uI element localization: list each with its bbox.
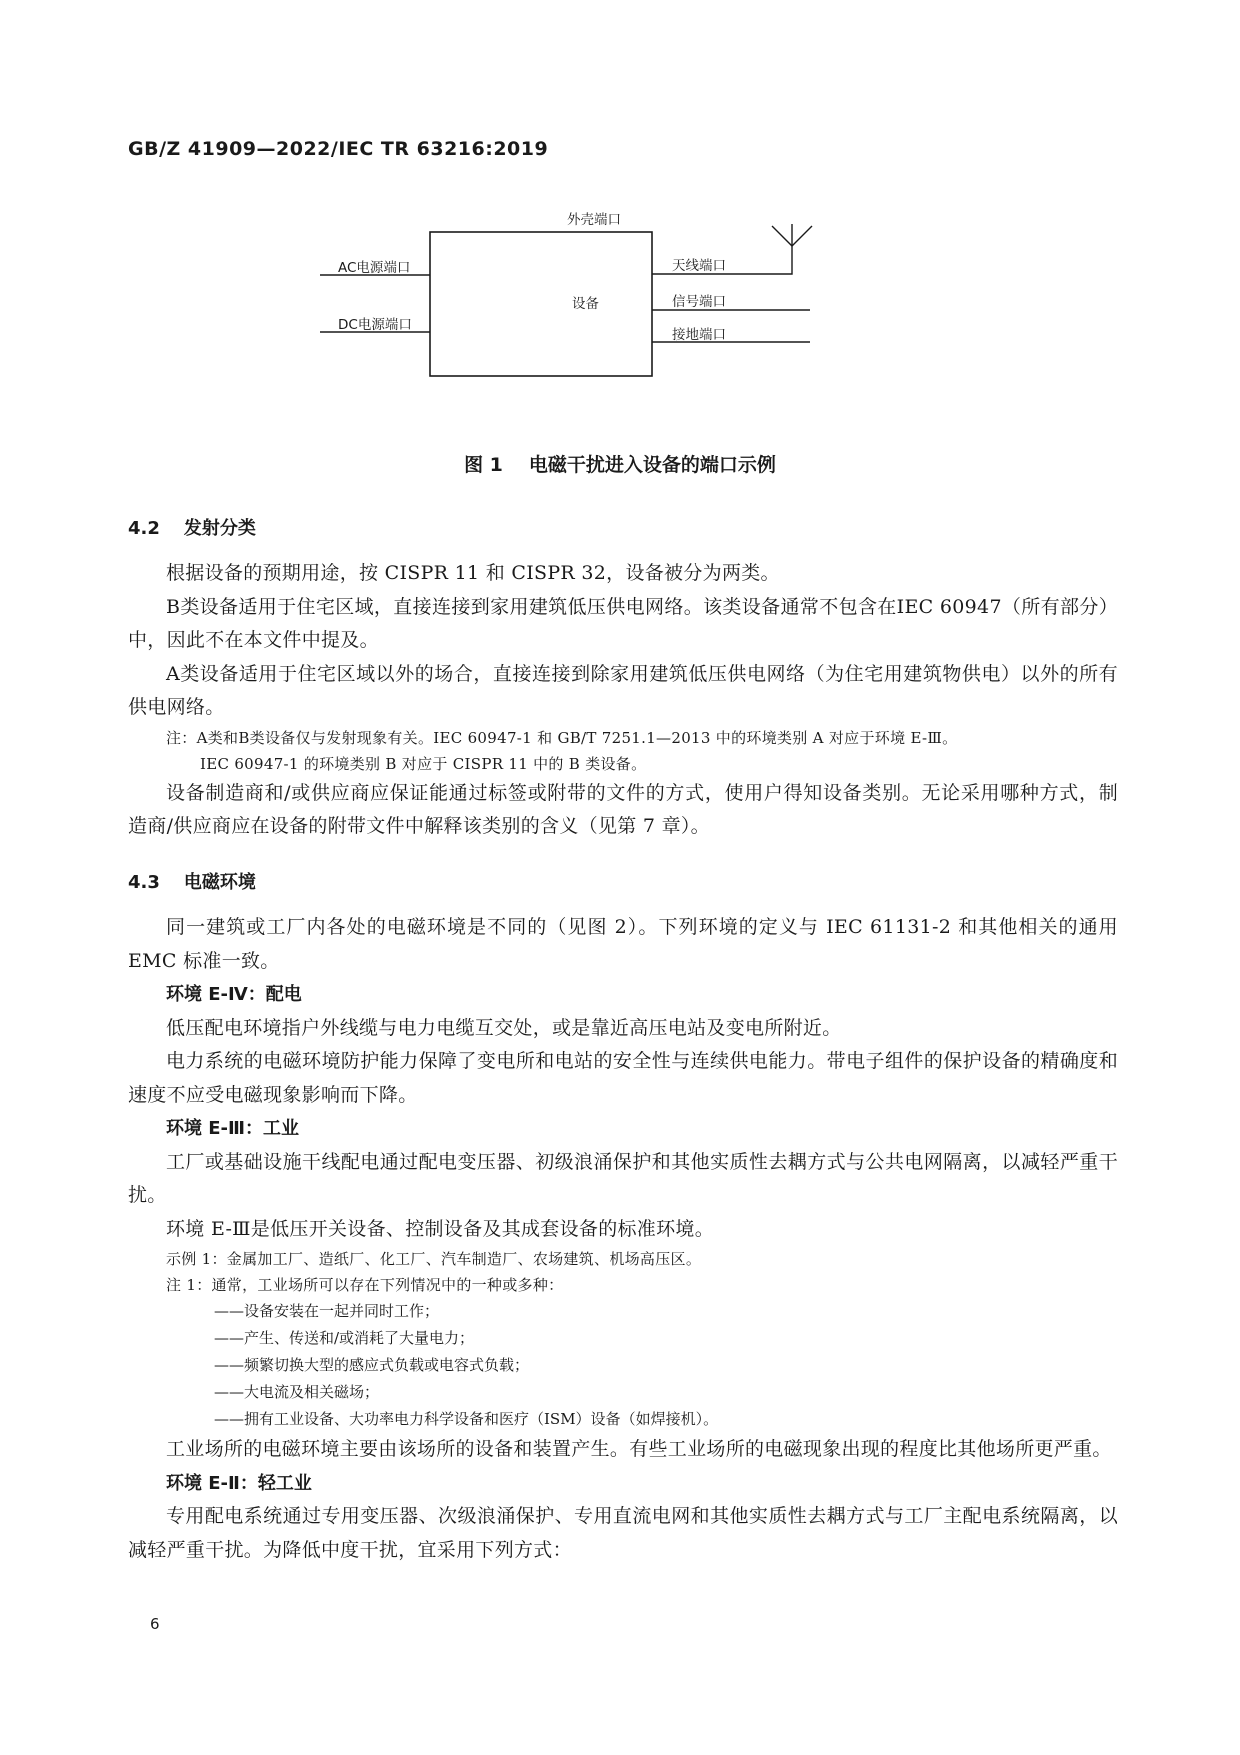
equipment-box xyxy=(430,232,652,376)
example: 示例 1：金属加工厂、造纸厂、化工厂、汽车制造厂、农场建筑、机场高压区。 xyxy=(166,1250,702,1268)
paragraph: 低压配电环境指户外线缆与电力电缆互交处，或是靠近高压电站及变电所附近。 xyxy=(166,1016,842,1039)
paragraph: 专用配电系统通过专用变压器、次级浪涌保护、专用直流电网和其他实质性去耦方式与工厂主配电系统隔离，以减轻严重干扰。为降低中度干扰，宜采用下列方式： xyxy=(128,1505,1118,1561)
dc-port-label: DC电源端口 xyxy=(338,317,412,333)
list-item: ——产生、传送和/或消耗了大量电力； xyxy=(214,1329,475,1347)
enclosure-port-label: 外壳端口 xyxy=(567,212,621,228)
section-number: 4.3 xyxy=(128,872,160,893)
section-heading-4-2 xyxy=(128,514,256,540)
equipment-label: 设备 xyxy=(572,296,599,312)
figure-number: 图 1 xyxy=(464,454,503,476)
figure-title: 电磁干扰进入设备的端口示例 xyxy=(528,454,776,476)
note-continuation: IEC 60947-1 的环境类别 B 对应于 CISPR 11 中的 B 类设备。 xyxy=(200,754,647,773)
list-item: ——设备安装在一起并同时工作； xyxy=(214,1302,440,1320)
list-item: ——拥有工业设备、大功率电力科学设备和医疗（ISM）设备（如焊接机）。 xyxy=(214,1410,719,1428)
paragraph: 设备制造商和/或供应商应保证能通过标签或附带的文件的方式，使用户得知设备类别。无论采用哪种方式，制造商/供应商应在设备的附带文件中解释该类别的含义（见第 7 章）。 xyxy=(128,781,1118,837)
paragraph: 工厂或基础设施干线配电通过配电变压器、初级浪涌保护和其他实质性去耦方式与公共电网隔离，以减轻严重干扰。 xyxy=(128,1150,1118,1206)
list-item: ——频繁切换大型的感应式负载或电容式负载； xyxy=(214,1356,530,1374)
paragraph: 根据设备的预期用途，按 CISPR 11 和 CISPR 32，设备被分为两类。 xyxy=(166,562,780,584)
section-4-2-body xyxy=(128,557,1118,844)
paragraph: 同一建筑或工厂内各处的电磁环境是不同的（见图 2）。下列环境的定义与 IEC 61131-2 和其他相关的通用 EMC 标准一致。 xyxy=(128,916,1118,972)
section-4-3-body xyxy=(128,911,1118,1567)
list-item: ——大电流及相关磁场； xyxy=(214,1383,380,1401)
figure-caption xyxy=(0,450,1240,477)
section-title: 电磁环境 xyxy=(183,872,256,893)
environment-heading-e3: 环境 E-Ⅲ：工业 xyxy=(166,1118,300,1139)
paragraph: 电力系统的电磁环境防护能力保障了变电所和电站的安全性与连续供电能力。带电子组件的保护设备的精确度和速度不应受电磁现象影响而下降。 xyxy=(128,1050,1118,1106)
paragraph: 工业场所的电磁环境主要由该场所的设备和装置产生。有些工业场所的电磁现象出现的程度比其他场所更严重。 xyxy=(166,1438,1112,1460)
standard-header: GB/Z 41909—2022/IEC TR 63216:2019 xyxy=(128,138,549,160)
note: 注：A类和B类设备仅与发射现象有关。IEC 60947-1 和 GB/T 7251.1—2013 中的环境类别 A 对应于环境 E-Ⅲ。 xyxy=(166,728,958,747)
page-number: 6 xyxy=(150,1615,160,1633)
paragraph: B类设备适用于住宅区域，直接连接到家用建筑低压供电网络。该类设备通常不包含在IEC 60947（所有部分）中，因此不在本文件中提及。 xyxy=(128,595,1118,651)
section-heading-4-3 xyxy=(128,868,256,894)
signal-port-label: 信号端口 xyxy=(672,294,726,310)
port-diagram xyxy=(320,212,920,412)
ac-port-label: AC电源端口 xyxy=(338,260,411,276)
paragraph: A类设备适用于住宅区域以外的场合，直接连接到除家用建筑低压供电网络（为住宅用建筑物供电）以外的所有供电网络。 xyxy=(128,662,1118,718)
paragraph: 环境 E-Ⅲ是低压开关设备、控制设备及其成套设备的标准环境。 xyxy=(166,1217,715,1240)
ground-port-label: 接地端口 xyxy=(672,327,726,343)
section-title: 发射分类 xyxy=(183,518,256,539)
environment-heading-e2: 环境 E-Ⅱ：轻工业 xyxy=(166,1472,312,1494)
environment-heading-e4: 环境 E-Ⅳ：配电 xyxy=(166,984,302,1005)
note: 注 1：通常，工业场所可以存在下列情况中的一种或多种： xyxy=(166,1276,564,1294)
section-number: 4.2 xyxy=(128,518,160,539)
antenna-port-label: 天线端口 xyxy=(672,258,726,274)
